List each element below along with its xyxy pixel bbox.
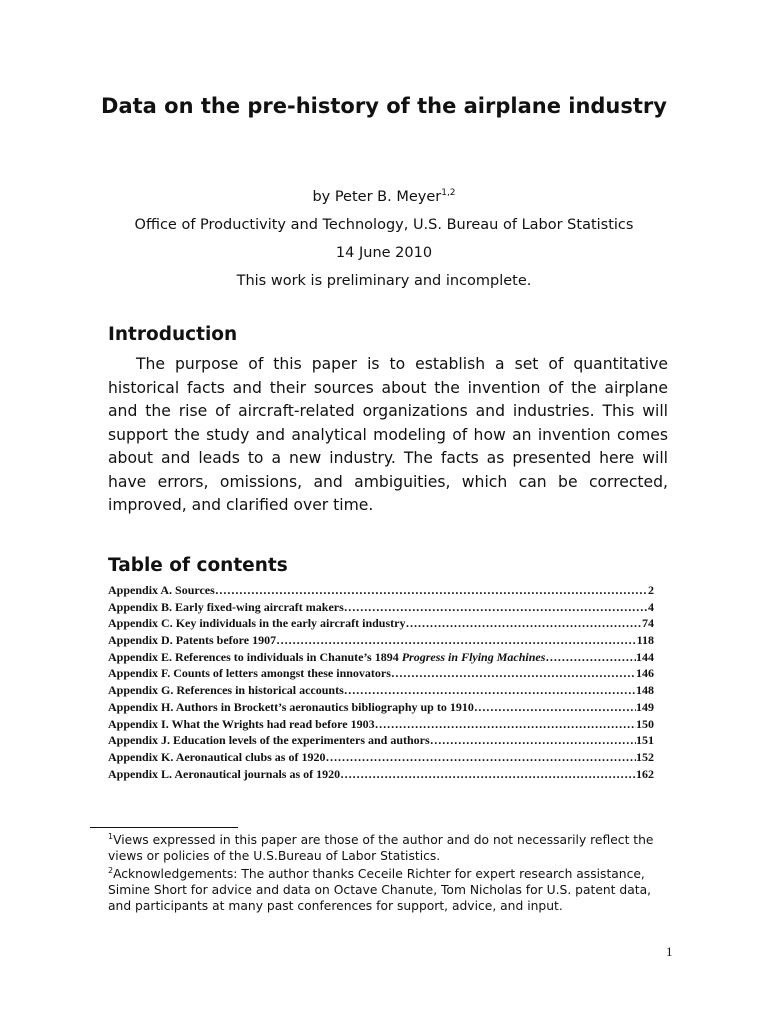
toc-entry[interactable]: [108, 766, 654, 783]
toc-entry-label: Appendix G. References in historical accounts: [108, 683, 344, 698]
toc-entry-label: Appendix D. Patents before 1907: [108, 633, 277, 648]
toc-entry-page: 148: [636, 683, 654, 698]
toc-entry-label: Appendix E. References to individuals in Chanute’s 1894 Progress in Flying Machines: [108, 649, 546, 664]
footnote-1: [108, 832, 673, 864]
toc-entry-label: Appendix L. Aeronautical journals as of 1920: [108, 766, 341, 781]
toc-entry[interactable]: [108, 649, 654, 666]
toc-entry-page: 118: [636, 633, 654, 648]
footnote-ref: 1,2: [441, 188, 456, 198]
footnote-divider: [90, 827, 238, 828]
toc-entry-label: Appendix B. Early fixed-wing aircraft makers: [108, 599, 344, 614]
introduction-paragraph: The purpose of this paper is to establish a set of quantitative historical facts and their sources about the invention of the airplane and the rise of aircraft-related organizations and industries. This will support the study and analytical modeling of how an invention comes about and leads to a new industry. The facts as presented here will have errors, omissions, and ambiguities, which can be corrected, improved, and clarified over time.: [108, 355, 668, 514]
toc-entry[interactable]: [108, 615, 654, 632]
toc-dot-leader: [430, 732, 636, 749]
toc-entry-label: Appendix J. Education levels of the experimenters and authors: [108, 733, 430, 748]
toc-entry-label: Appendix F. Counts of letters amongst these innovators: [108, 666, 391, 681]
affiliation: Office of Productivity and Technology, U.S. Bureau of Labor Statistics: [134, 217, 634, 233]
footnote-marker: 1: [108, 832, 114, 841]
status-note: This work is preliminary and incomplete.: [236, 273, 532, 289]
toc-entry[interactable]: [108, 582, 654, 599]
toc-entry-page: 74: [642, 616, 654, 631]
byline: [60, 187, 708, 207]
toc-entry-page: 162: [636, 766, 654, 781]
toc-dot-leader: [344, 682, 636, 699]
footnote-marker: 2: [108, 866, 114, 875]
toc-dot-leader: [474, 699, 636, 716]
toc-entry[interactable]: [108, 599, 654, 616]
toc-entry-page: 152: [636, 749, 654, 764]
toc-entry-label: Appendix I. What the Wrights had read before 1903: [108, 716, 375, 731]
toc-entry-page: 146: [636, 666, 654, 681]
toc-entry-page: 144: [636, 649, 654, 664]
toc-dot-leader: [276, 632, 637, 649]
toc-entry-page: 149: [636, 699, 654, 714]
table-of-contents: [108, 582, 654, 782]
toc-entry-page: 2: [648, 583, 654, 597]
footnote-text: Acknowledgements: The author thanks Ceceile Richter for expert research assistance, Simine Short for advice and data on Octave Chanute, Tom Nicholas for U.S. patent data, and participants at many past conferences for support, advice, and input.: [108, 867, 652, 913]
toc-dot-leader: [545, 649, 636, 666]
toc-entry[interactable]: [108, 699, 654, 716]
toc-dot-leader: [391, 665, 636, 682]
toc-entry[interactable]: [108, 716, 654, 733]
toc-dot-leader: [405, 615, 642, 632]
toc-entry[interactable]: [108, 665, 654, 682]
toc-entry[interactable]: [108, 682, 654, 699]
paper-date: 14 June 2010: [335, 245, 433, 261]
toc-dot-leader: [375, 716, 636, 733]
toc-entry-page: 150: [636, 716, 654, 731]
page-number: 1: [666, 944, 673, 959]
toc-entry-page: 151: [636, 733, 654, 748]
toc-dot-leader: [344, 599, 648, 616]
author-name: by Peter B. Meyer: [312, 189, 442, 205]
toc-entry[interactable]: [108, 632, 654, 649]
footnote-text: Views expressed in this paper are those of the author and do not necessarily reflect the views or policies of the U.S.Bureau of Labor Statistics.: [108, 833, 654, 863]
footnote-2: [108, 866, 673, 914]
toc-entry-page: 4: [648, 599, 654, 614]
toc-entry-label: Appendix C. Key individuals in the early aircraft industry: [108, 616, 406, 631]
toc-entry[interactable]: [108, 732, 654, 749]
toc-heading: Table of contents: [108, 555, 288, 576]
toc-dot-leader: [325, 749, 636, 766]
toc-entry-label: Appendix A. Sources: [108, 583, 215, 597]
toc-dot-leader: [340, 766, 636, 783]
toc-entry-label: Appendix H. Authors in Brockett’s aeronautics bibliography up to 1910: [108, 699, 474, 714]
toc-entry[interactable]: [108, 749, 654, 766]
toc-dot-leader: [215, 582, 648, 599]
toc-entry-italic-title: Progress in Flying Machines: [401, 649, 546, 664]
footnotes: [108, 832, 673, 916]
toc-entry-label: Appendix K. Aeronautical clubs as of 1920: [108, 749, 326, 764]
introduction-heading: Introduction: [108, 324, 238, 345]
paper-title: Data on the pre-history of the airplane industry: [101, 94, 667, 118]
